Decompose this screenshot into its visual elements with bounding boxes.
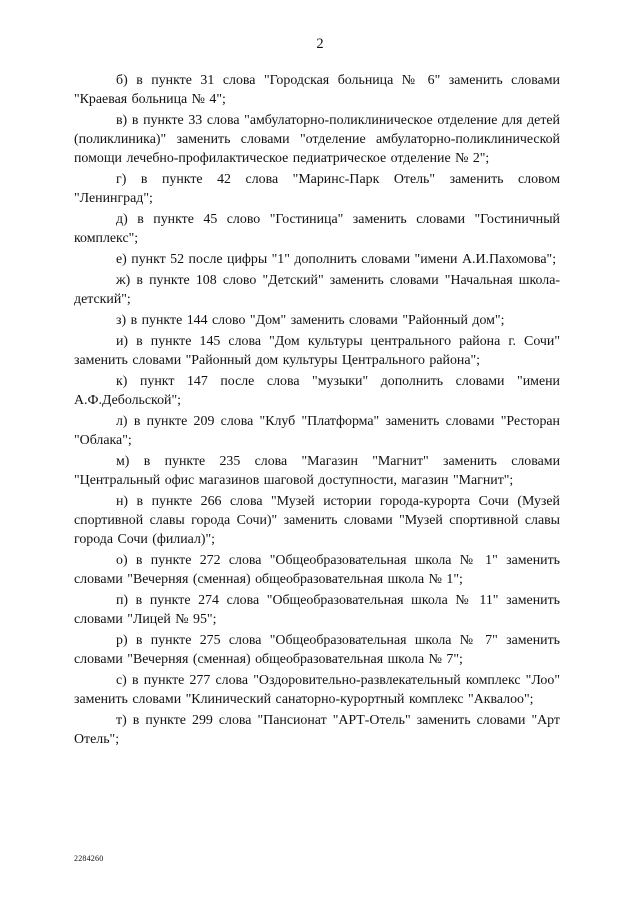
amendment-o: о) в пункте 272 слова "Общеобразовательная школа № 1" заменить словами "Вечерняя (сменная) общеобразовательная школа № 1"; bbox=[74, 553, 560, 587]
amendment-n: н) в пункте 266 слова "Музей истории города-курорта Сочи (Музей спортивной славы города Сочи)" заменить словами "Музей спортивной славы города Сочи (филиал)"; bbox=[74, 494, 560, 547]
amendment-t: т) в пункте 299 слова "Пансионат "АРТ-Отель" заменить словами "Арт Отель"; bbox=[74, 713, 560, 747]
amendment-k: к) пункт 147 после слова "музыки" дополнить словами "имени А.Ф.Дебольской"; bbox=[74, 374, 560, 408]
amendment-z: з) в пункте 144 слово "Дом" заменить словами "Районный дом"; bbox=[116, 313, 505, 328]
amendment-m: м) в пункте 235 слова "Магазин "Магнит" заменить словами "Центральный офис магазинов шаговой доступности, магазин "Магнит"; bbox=[74, 454, 560, 488]
document-id: 2284260 bbox=[74, 854, 104, 863]
amendment-b: б) в пункте 31 слова "Городская больница № 6" заменить словами "Краевая больница № 4"; bbox=[74, 73, 560, 107]
amendment-r: р) в пункте 275 слова "Общеобразовательная школа № 7" заменить словами "Вечерняя (сменная) общеобразовательная школа № 7"; bbox=[74, 633, 560, 667]
amendment-v: в) в пункте 33 слова "амбулаторно-поликлиническое отделение для детей (поликлиника)" заменить словами "отделение амбулаторно-поликлинической помощи лечебно-профилактическое педиатрическое отделение № 2"; bbox=[74, 113, 560, 166]
document-body bbox=[74, 71, 560, 751]
amendment-d: д) в пункте 45 слово "Гостиница" заменить словами "Гостиничный комплекс"; bbox=[74, 212, 560, 246]
amendment-e: е) пункт 52 после цифры "1" дополнить словами "имени А.И.Пахомова"; bbox=[116, 252, 557, 267]
amendment-l: л) в пункте 209 слова "Клуб "Платформа" заменить словами "Ресторан "Облака"; bbox=[74, 414, 560, 448]
amendment-g: г) в пункте 42 слова "Маринс-Парк Отель" заменить словом "Ленинград"; bbox=[74, 172, 560, 206]
amendment-p: п) в пункте 274 слова "Общеобразовательная школа № 11" заменить словами "Лицей № 95"; bbox=[74, 593, 560, 627]
amendment-s: с) в пункте 277 слова "Оздоровительно-развлекательный комплекс "Лоо" заменить словами "Клинический санаторно-курортный комплекс "Аквалоо"; bbox=[74, 673, 560, 707]
page-number: 2 bbox=[316, 36, 324, 52]
amendment-i: и) в пункте 145 слова "Дом культуры центрального района г. Сочи" заменить словами "Районный дом культуры Центрального района"; bbox=[74, 334, 560, 368]
amendment-zh: ж) в пункте 108 слово "Детский" заменить словами "Начальная школа-детский"; bbox=[74, 273, 560, 307]
